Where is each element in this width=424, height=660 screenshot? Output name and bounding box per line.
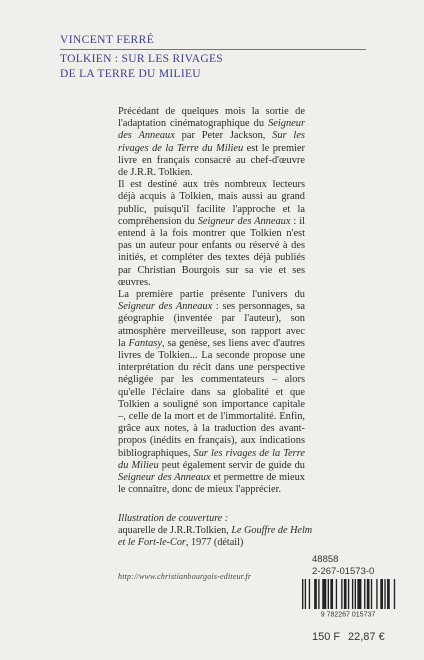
barcode-bar xyxy=(328,579,329,609)
barcode-bar xyxy=(384,579,385,609)
barcode-bar xyxy=(376,579,377,609)
book-title xyxy=(60,52,223,82)
back-cover-text xyxy=(118,106,305,497)
price-euros: 22,87 € xyxy=(348,631,385,643)
barcode-bar xyxy=(357,579,361,609)
credit-label: Illustration de couverture : xyxy=(118,513,229,524)
barcode-bar xyxy=(380,579,383,609)
barcode xyxy=(296,578,400,618)
book-title-line-1: TOLKIEN : SUR LES RIVAGES xyxy=(60,53,223,65)
author-rule xyxy=(60,49,366,50)
barcode-bar xyxy=(371,579,372,609)
paragraph-3: La première partie présente l'univers du Seigneur des Anneaux : ses personnages, sa géographie (inventée par l'auteur), son atmosphère merveilleuse, son rapport avec la Fantasy, sa genèse, ses liens avec d'autres livres de Tolkien... La seconde propose une interprétation du récit dans une perspective négligée par les commentateurs – alors qu'elle l'éclaire dans sa globalité et que Tolkien a souligné son importance capitale –, celle de la mort et de l'immortalité. Enfin, grâce aux notes, à la traduction des avant-propos (inédits en français), aux indications bibliographiques, Sur les rivages de la Terre du Milieu peut également servir de guide du Seigneur des Anneaux et permettre de mieux le connaître, donc de mieux l'apprécier. xyxy=(118,289,305,496)
credit-text: aquarelle de J.R.R.Tolkien, Le Gouffre de Helm et le Fort-le-Cor, 1977 (détail) xyxy=(118,525,313,549)
publisher-url[interactable]: http://www.christianbourgois-editeur.fr xyxy=(118,572,252,581)
cover-illustration-credit xyxy=(118,513,318,550)
barcode-bar xyxy=(309,579,310,609)
barcode-bar xyxy=(352,579,353,609)
book-codes xyxy=(312,554,374,578)
barcode-bar xyxy=(387,579,390,609)
barcode-bar xyxy=(318,579,319,609)
barcode-bar xyxy=(364,579,365,609)
isbn-number: 2-267-01573-0 xyxy=(312,566,375,577)
barcode-bar xyxy=(367,579,370,609)
barcode-icon xyxy=(296,578,400,618)
book-title-line-2: DE LA TERRE DU MILIEU xyxy=(60,68,201,80)
paragraph-2: Il est destiné aux très nombreux lecteurs déjà acquis à Tolkien, mais aussi au grand public, puisqu'il facilite l'approche et la compréhension du Seigneur des Anneaux : il entend à la fois montrer que Tolkien n'est pas un auteur pour enfants ou réservé à des initiés, et compléter des textes déjà publiés par Christian Bourgois sur sa vie et ses œuvres. xyxy=(118,179,305,288)
barcode-bar xyxy=(336,579,337,609)
barcode-bar xyxy=(322,579,326,609)
barcode-bar xyxy=(305,579,306,609)
paragraph-1: Précédant de quelques mois la sortie de l'adaptation cinématographique du Seigneur des Anneaux par Peter Jackson, Sur les rivages de la Terre du Milieu est le premier livre en français consacré au chef-d'œuvre de J.R.R. Tolkien. xyxy=(118,106,305,179)
barcode-bar xyxy=(344,579,347,609)
barcode-bar xyxy=(348,579,349,609)
barcode-bar xyxy=(355,579,356,609)
barcode-bar xyxy=(314,579,317,609)
barcode-bar xyxy=(302,579,303,609)
barcode-bar xyxy=(341,579,342,609)
reference-number: 48858 xyxy=(312,554,339,565)
author-name: VINCENT FERRÉ xyxy=(60,34,155,46)
barcode-bar xyxy=(330,579,333,609)
ean-number: 9 782267 015737 xyxy=(320,611,376,618)
barcode-bar xyxy=(394,579,395,609)
price-francs: 150 F xyxy=(312,631,341,643)
